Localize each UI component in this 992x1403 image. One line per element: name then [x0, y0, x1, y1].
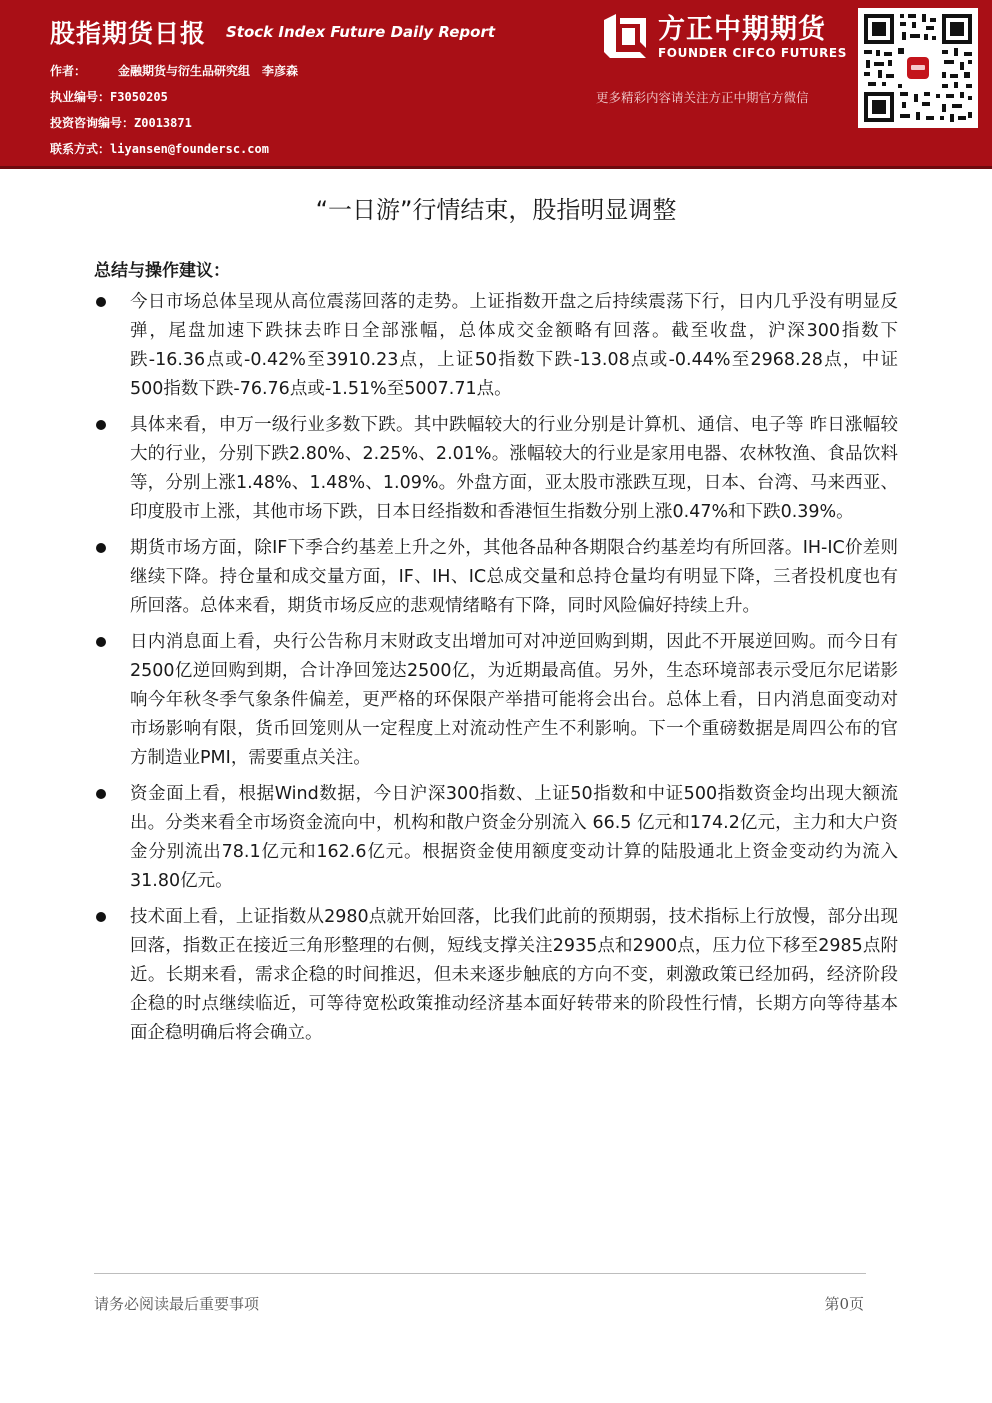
contact-email[interactable]: liyansen@foundersc.com — [110, 142, 269, 156]
contact-label: 联系方式： — [50, 142, 111, 156]
summary-item-futures — [92, 534, 898, 621]
report-header — [0, 0, 992, 166]
author-line — [50, 62, 298, 79]
report-title-en: Stock Index Future Daily Report — [226, 23, 496, 41]
summary-list — [92, 288, 898, 1055]
advisory-line — [50, 114, 192, 131]
author-name: 李彦森 — [262, 64, 299, 78]
license-label: 执业编号： — [50, 90, 111, 104]
license-line — [50, 88, 168, 105]
summary-item-technical — [92, 903, 898, 1048]
summary-item-market-overview — [92, 288, 898, 404]
summary-text: 具体来看，申万一级行业多数下跌。其中跌幅较大的行业分别是计算机、通信、电子等 昨日涨幅较大的行业，分别下跌2.80%、2.25%、2.01%。涨幅较大的行业是家用电器、农林牧渔、食品饮料等，分别上涨1.48%、1.48%、1.09%。外盘方面，亚太股市涨跌互现，日本、台湾、马来西亚、印度股市上涨，其他市场下跌，日本日经指数和香港恒生指数分别上涨0.47%和下跌0.39%。 — [130, 415, 898, 522]
brand-name-cn: 方正中期期货 — [658, 14, 826, 45]
contact-line — [50, 140, 269, 157]
bullet-icon — [96, 789, 106, 799]
advisory-value: Z0013871 — [134, 116, 192, 130]
advisory-label: 投资咨询编号： — [50, 116, 135, 130]
page-number: 第0页 — [824, 1295, 864, 1313]
author-label: 作者： — [50, 64, 87, 78]
summary-item-news — [92, 628, 898, 773]
report-title-cn: 股指期货日报 — [50, 19, 207, 48]
footer-divider — [94, 1273, 866, 1274]
brand-name-en: FOUNDER CIFCO FUTURES — [658, 46, 847, 60]
summary-item-fund-flow — [92, 780, 898, 896]
bullet-icon — [96, 297, 106, 307]
license-value: F3050205 — [110, 90, 168, 104]
bullet-icon — [96, 637, 106, 647]
summary-text: 资金面上看，根据Wind数据，今日沪深300指数、上证50指数和中证500指数资金均出现大额流出。分类来看全市场资金流向中，机构和散户资金分别流入 66.5 亿元和174.2亿元，主力和大户资金分别流出78.1亿元和162.6亿元。根据资金使用额度变动计算的陆股通北上资金变动约为流入31.80亿元。 — [130, 784, 898, 891]
document-title: “一日游”行情结束，股指明显调整 — [315, 196, 677, 224]
qr-code-icon[interactable] — [858, 8, 978, 128]
summary-text: 期货市场方面，除IF下季合约基差上升之外，其他各品种各期限合约基差均有所回落。IH-IC价差则继续下降。持仓量和成交量方面，IF、IH、IC总成交量和总持仓量均有明显下降，三者投机度也有所回落。总体来看，期货市场反应的悲观情绪略有下降，同时风险偏好持续上升。 — [130, 538, 898, 616]
summary-text: 今日市场总体呈现从高位震荡回落的走势。上证指数开盘之后持续震荡下行，日内几乎没有明显反弹，尾盘加速下跌抹去昨日全部涨幅，总体成交金额略有回落。截至收盘，沪深300指数下跌-16.36点或-0.42%至3910.23点，上证50指数下跌-13.08点或-0.44%至2968.28点，中证500指数下跌-76.76点或-1.51%至5007.71点。 — [130, 292, 898, 399]
wechat-note: 更多精彩内容请关注方正中期官方微信 — [596, 90, 809, 105]
header-divider — [0, 166, 992, 169]
bullet-icon — [96, 912, 106, 922]
bullet-icon — [96, 420, 106, 430]
bullet-icon — [96, 543, 106, 553]
summary-text: 技术面上看，上证指数从2980点就开始回落，比我们此前的预期弱，技术指标上行放慢，部分出现回落，指数正在接近三角形整理的右侧，短线支撑关注2935点和2900点，压力位下移至2985点附近。长期来看，需求企稳的时间推迟，但未来逐步触底的方向不变，刺激政策已经加码，经济阶段企稳的时点继续临近，可等待宽松政策推动经济基本面好转带来的阶段性行情，长期方向等待基本面企稳明确后将会确立。 — [130, 907, 898, 1043]
footer-notice: 请务必阅读最后重要事项 — [94, 1295, 260, 1313]
section-heading: 总结与操作建议： — [94, 261, 230, 281]
founder-logo-icon — [602, 12, 648, 60]
author-org: 金融期货与衍生品研究组 — [118, 64, 251, 78]
summary-text: 日内消息面上看，央行公告称月末财政支出增加可对冲逆回购到期，因此不开展逆回购。而今日有2500亿逆回购到期，合计净回笼达2500亿，为近期最高值。另外，生态环境部表示受厄尔尼诺影响今年秋冬季气象条件偏差，更严格的环保限产举措可能将会出台。总体上看，日内消息面变动对市场影响有限，货币回笼则从一定程度上对流动性产生不利影响。下一个重磅数据是周四公布的官方制造业PMI，需要重点关注。 — [130, 632, 898, 768]
summary-item-industry — [92, 411, 898, 527]
